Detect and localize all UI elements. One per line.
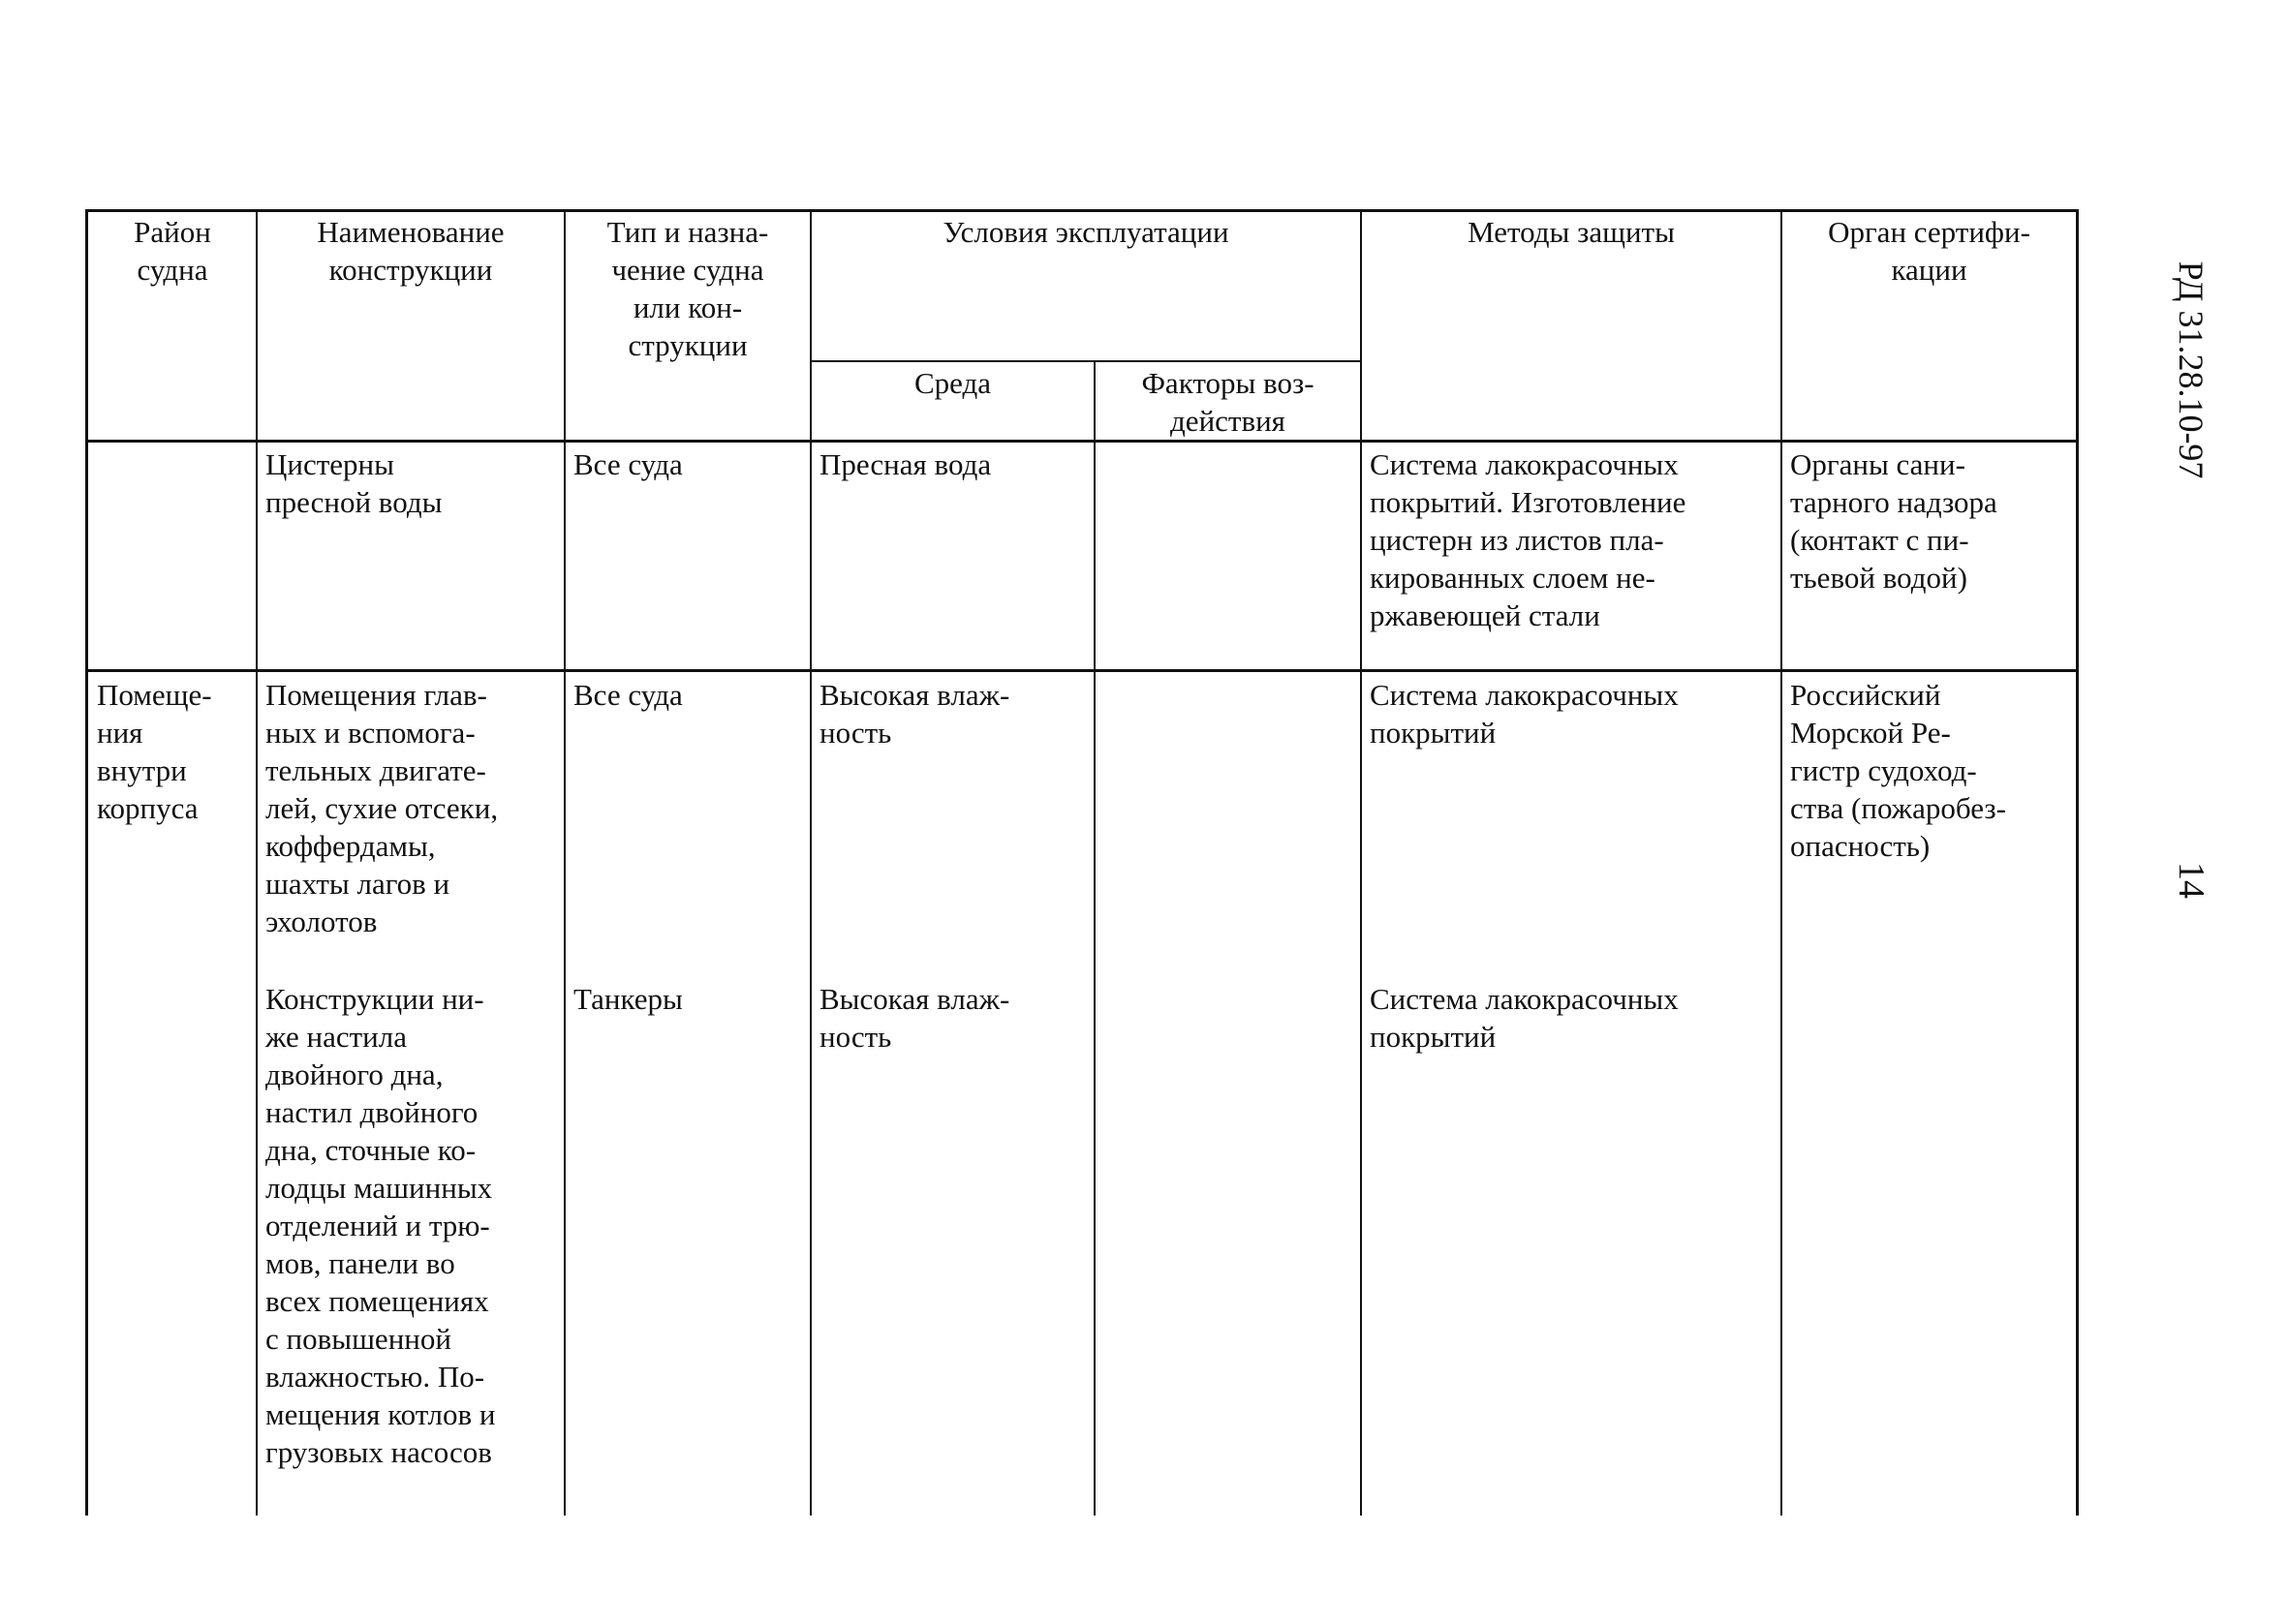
page-number: [2162, 856, 2220, 904]
document-code: [2162, 254, 2220, 486]
row3-construction: Конструкции ни- же настила двойного дна, настил двойного дна, сточные ко- лодцы машинных отделений и трю- мов, панели во всех помещениях с повышенной влажностью. По- мещения котлов и грузовых насосов: [265, 982, 496, 1469]
column-divider: [564, 209, 566, 1516]
column-divider: [1780, 209, 1782, 1516]
conditions-subheader-divider: [810, 360, 1362, 362]
row2-vessel-type: Все суда: [573, 678, 683, 712]
row1-certification: Органы сани- тарного надзора (контакт с пи- тьевой водой): [1790, 447, 1997, 595]
column-divider: [1094, 360, 1096, 1516]
row1-protection: Система лакокрасочных покрытий. Изготовление цистерн из листов пла- кированных слоем не- ржавеющей стали: [1370, 447, 1686, 632]
header-impact-factors: Факторы воз- действия: [1141, 366, 1314, 438]
table-border-right: [2076, 209, 2079, 1516]
column-divider: [1360, 209, 1362, 1516]
column-divider: [810, 209, 812, 1516]
row3-vessel-type: Танкеры: [573, 982, 683, 1016]
protection-methods-table: [85, 209, 2079, 1516]
page-number-text: 14: [2171, 862, 2211, 899]
header-operating-conditions: Условия эксплуатации: [943, 215, 1229, 249]
header-construction: Наименование конструкции: [317, 215, 505, 287]
row2-certification: Российский Морской Ре- гистр судоход- ства (пожаробез- опасность): [1790, 678, 2006, 863]
header-region: Район судна: [134, 215, 211, 287]
row2-environment: Высокая влаж- ность: [819, 678, 1010, 750]
row3-environment: Высокая влаж- ность: [819, 982, 1010, 1054]
header-protection-methods: Методы защиты: [1468, 215, 1675, 249]
column-divider: [256, 209, 258, 1516]
row2-protection: Система лакокрасочных покрытий: [1370, 678, 1679, 750]
row3-protection: Система лакокрасочных покрытий: [1370, 982, 1679, 1054]
row1-construction: Цистерны пресной воды: [265, 447, 443, 519]
row1-vessel-type: Все суда: [573, 447, 683, 481]
table-border-left: [85, 209, 88, 1516]
row2-region: Помеще- ния внутри корпуса: [97, 678, 212, 825]
header-certification-body: Орган сертифи- кации: [1828, 215, 2030, 287]
row1-environment: Пресная вода: [819, 447, 992, 481]
header-vessel-type: Тип и назна- чение судна или кон- струкции: [606, 215, 769, 362]
document-code-text: РД 31.28.10-97: [2172, 260, 2211, 479]
row2-construction: Помещения глав- ных и вспомога- тельных двигате- лей, сухие отсеки, коффердамы, шахты лагов и эхолотов: [265, 678, 499, 938]
header-environment: Среда: [913, 366, 992, 400]
